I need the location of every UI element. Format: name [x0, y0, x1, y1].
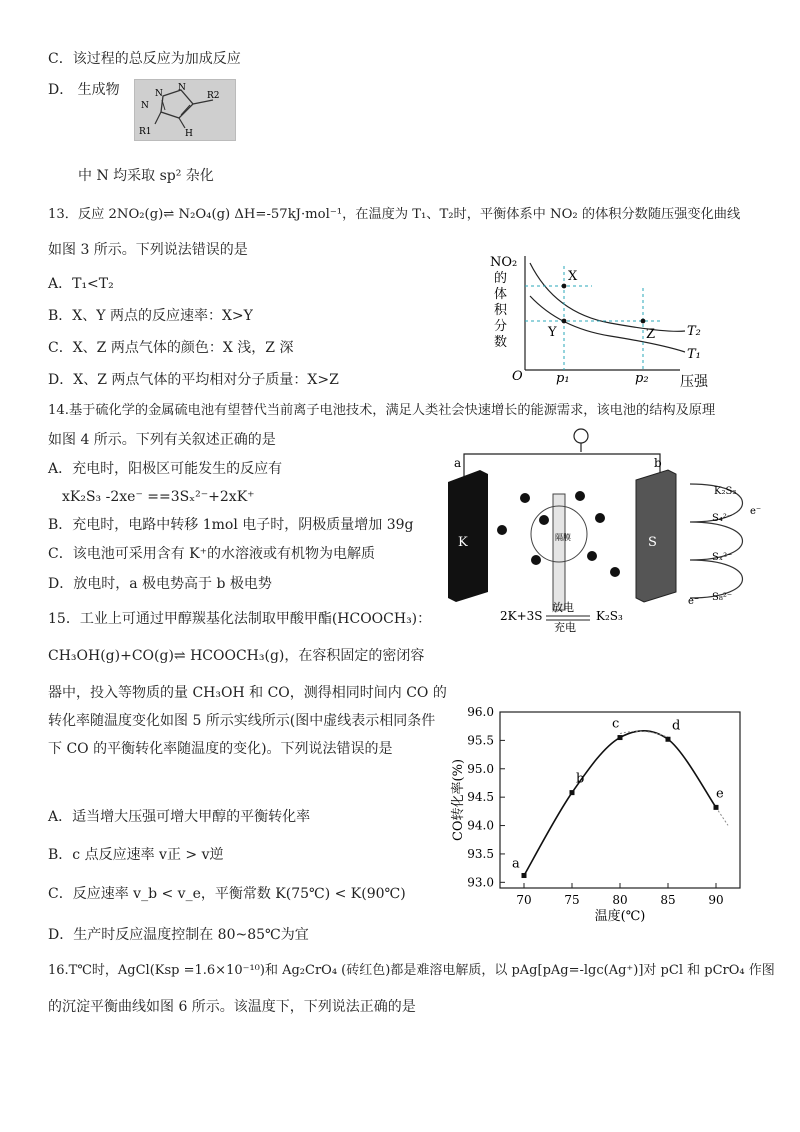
q14-option-a-line2: xK₂S₃ -2xe⁻ ==3Sₓ²⁻+2xK⁺ [62, 489, 255, 505]
figure5-co-conversion-chart [440, 700, 750, 930]
q15-stem-line3: 转化率随温度变化如图 5 所示实线所示(图中虚线表示相同条件 [48, 713, 436, 729]
fig3-curve-t2 [530, 263, 685, 331]
bulb-icon [574, 429, 588, 452]
q14-option-d: D．放电时，a 极电势高于 b 极电势 [48, 576, 272, 592]
atom-r1: R1 [139, 127, 152, 137]
data-point-a [522, 873, 527, 878]
q15-option-b: B．c 点反应速率 v正 > v逆 [48, 847, 224, 863]
fig3-label-z: Z [646, 327, 656, 342]
atom-n1: N [155, 89, 163, 99]
fig3-ylabel-0: NO₂ [490, 255, 518, 270]
fig3-label-x: X [568, 269, 578, 284]
data-label-d: d [672, 718, 681, 734]
fig4-electron-2: e⁻ [688, 596, 700, 607]
fig4-label-a: a [454, 456, 462, 470]
q15-equation: CH₃OH(g)+CO(g)⇌ HCOOCH₃(g)，在容积固定的密闭容 [48, 648, 425, 664]
fig4-k-label: K [458, 535, 468, 550]
fig3-point-z [641, 319, 646, 324]
fig3-label-y: Y [548, 325, 557, 340]
fig3-xlabel: 压强 [680, 374, 708, 390]
fig3-ylabel-2: 体 [494, 287, 508, 302]
fig3-ylabel-5: 数 [494, 335, 508, 350]
fig3-point-y [562, 319, 567, 324]
q12-option-d-text: 中 N 均采取 sp² 杂化 [78, 168, 214, 184]
y-tick-label: 93.5 [467, 846, 494, 861]
q13-option-c: C．X、Z 两点气体的颜色：X 浅，Z 深 [48, 340, 294, 356]
data-label-a: a [512, 856, 520, 872]
x-tick-label: 80 [612, 893, 628, 907]
data-point-e [714, 805, 719, 810]
q14-stem-line1: 14.基于硫化学的金属硫电池有望替代当前离子电池技术，满足人类社会快速增长的能源需求，该电池的结构及原理 [48, 403, 716, 418]
q15-option-a: A．适当增大压强可增大甲醇的平衡转化率 [48, 809, 311, 825]
q15-stem-line1: 15．工业上可通过甲醇羰基化法制取甲酸甲酯(HCOOCH₃)： [48, 611, 432, 627]
figure3-no2-pressure [470, 248, 730, 393]
fig4-electron-1: e⁻ [750, 506, 762, 517]
fig4-label-b: b [654, 456, 662, 470]
triazole-structure-image [134, 79, 236, 141]
y-tick-label: 96.0 [467, 705, 494, 719]
fig3-point-x [562, 284, 567, 289]
fig4-spiral-arrows [690, 484, 743, 598]
fig4-circuit-wire [464, 454, 660, 480]
x-axis-label: 温度(℃) [594, 909, 646, 924]
q13-option-b: B．X、Y 两点的反应速率：X>Y [48, 308, 253, 324]
q16-stem-line2: 的沉淀平衡曲线如图 6 所示。该温度下，下列说法正确的是 [48, 999, 416, 1015]
q14-stem-line2: 如图 4 所示。下列有关叙述正确的是 [48, 432, 276, 448]
y-tick-label: 95.0 [467, 761, 494, 776]
atom-n2: N [178, 83, 186, 93]
fig4-s8: S₈²⁻ [712, 592, 733, 603]
q15-option-c: C．反应速率 v_b < v_e，平衡常数 K(75℃) < K(90℃) [48, 886, 406, 902]
fig4-sx: Sₓ²⁻ [712, 552, 733, 563]
data-label-c: c [612, 716, 620, 732]
atom-n3: N [141, 101, 149, 111]
data-point-c [618, 735, 623, 740]
equilibrium-curve-tail [716, 807, 728, 825]
x-tick-label: 85 [660, 893, 676, 907]
fig4-membrane [553, 494, 565, 610]
q14-option-a-line1: A．充电时，阳极区可能发生的反应有 [48, 461, 283, 477]
q15-stem-line4: 下 CO 的平衡转化率随温度的变化)。下列说法错误的是 [48, 741, 393, 757]
q14-option-c: C．该电池可采用含有 K⁺的水溶液或有机物为电解质 [48, 546, 376, 562]
co-conversion-curve [524, 731, 716, 876]
q12-option-c: C．该过程的总反应为加成反应 [48, 51, 241, 67]
fig3-label-t1: T₁ [687, 347, 701, 362]
y-axis-label: CO转化率(%) [451, 758, 466, 842]
fig4-discharge: 放电 [552, 601, 574, 614]
fig4-k2s3: K₂S₃ [714, 486, 737, 497]
q15-option-d: D．生产时反应温度控制在 80~85℃为宜 [48, 927, 309, 943]
fig4-charge: 充电 [554, 621, 576, 632]
y-tick-label: 95.5 [467, 733, 494, 748]
fig4-s-label: S [648, 535, 657, 550]
q12-option-d-label: D． 生成物 [48, 82, 120, 98]
q15-stem-line2: 器中，投入等物质的量 CH₃OH 和 CO，测得相同时间内 CO 的 [48, 685, 447, 701]
fig3-label-t2: T₂ [687, 324, 701, 339]
q16-stem-line1: 16.T℃时，AgCl(Ksp =1.6×10⁻¹⁰)和 Ag₂CrO₄ (砖红色)都是难溶电解质，以 pAg[pAg=-lgc(Ag⁺)]对 pCl 和 pCrO₄ 作图 [48, 963, 775, 978]
atom-r2: R2 [207, 91, 220, 101]
fig4-membrane-label: 隔膜 [555, 533, 571, 542]
fig3-origin: O [512, 369, 523, 384]
y-tick-label: 94.0 [467, 818, 494, 833]
fig4-electrode-k [448, 470, 488, 602]
x-tick-label: 75 [564, 893, 580, 907]
q13-stem-line2: 如图 3 所示。下列说法错误的是 [48, 242, 248, 258]
x-tick-label: 70 [516, 893, 532, 907]
x-tick-label: 90 [708, 893, 724, 907]
q13-option-d: D．X、Z 两点气体的平均相对分子质量：X>Z [48, 372, 339, 388]
fig3-p2: p₂ [635, 371, 649, 386]
data-point-d [666, 737, 671, 742]
q13-option-a: A．T₁<T₂ [48, 276, 114, 292]
q13-stem-line1: 13．反应 2NO₂(g)⇌ N₂O₄(g) ΔH=-57kJ·mol⁻¹，在温度为 T₁、T₂时，平衡体系中 NO₂ 的体积分数随压强变化曲线 [48, 207, 741, 222]
y-tick-label: 94.5 [467, 790, 494, 805]
data-point-b [570, 790, 575, 795]
fig3-ylabel-1: 的 [494, 271, 508, 286]
fig3-p1: p₁ [556, 371, 570, 386]
fig4-s4: S₄²⁻ [712, 513, 733, 524]
fig3-ylabel-4: 分 [494, 319, 508, 334]
atom-h: H [185, 129, 193, 139]
q14-option-b: B．充电时，电路中转移 1mol 电子时，阴极质量增加 39g [48, 517, 414, 533]
data-label-b: b [576, 771, 585, 787]
fig4-reactants: 2K+3S [500, 609, 543, 623]
fig3-ylabel-3: 积 [494, 303, 508, 318]
figure4-battery [440, 422, 770, 632]
data-label-e: e [716, 786, 724, 802]
fig3-curve-t1 [530, 296, 685, 352]
y-tick-label: 93.0 [467, 875, 494, 890]
fig4-products: K₂S₃ [596, 609, 623, 623]
